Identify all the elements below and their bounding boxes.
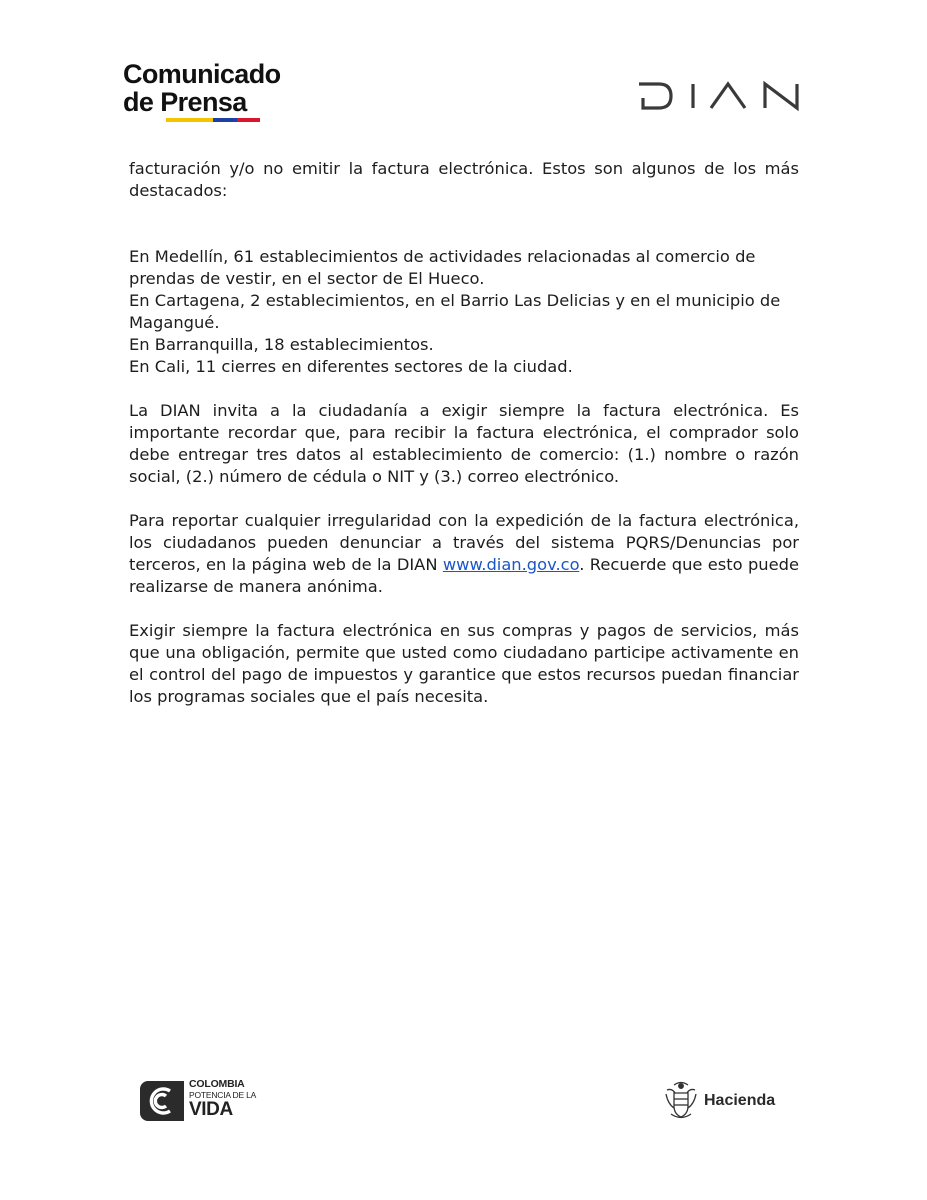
colombia-logo-line1: COLOMBIA [189, 1078, 245, 1090]
flag-yellow-stripe [166, 118, 213, 122]
intro-paragraph: facturación y/o no emitir la factura electrónica. Estos son algunos de los más destacados: [129, 159, 799, 200]
dian-website-link[interactable]: www.dian.gov.co [442, 555, 580, 574]
dian-logo [637, 80, 805, 112]
flag-color-bar [166, 118, 260, 122]
colombia-logo-line3: VIDA [189, 1099, 233, 1120]
report-text-after-link: . Recuerde que esto puede realizarse de manera anónima. [129, 555, 799, 596]
report-text-before-link: Para reportar cualquier irregularidad con la expedición de la factura electrónica, los ciudadanos pueden denunciar a través del sistema PQRS/Denuncias por terceros, en la página web de la DIAN [129, 511, 799, 574]
city-item-cali: En Cali, 11 cierres en diferentes sectores de la ciudad. [129, 357, 573, 376]
coat-of-arms-icon [663, 1080, 699, 1122]
flag-blue-stripe [213, 118, 237, 122]
press-title-line2: de Prensa [123, 87, 247, 117]
flag-red-stripe [237, 118, 261, 122]
closing-paragraph: Exigir siempre la factura electrónica en sus compras y pagos de servicios, más que una obligación, permite que usted como ciudadano participe activamente en el control del pago de impuestos y garantice que estos recursos puedan financiar los programas sociales que el país necesita. [129, 621, 799, 706]
city-item-cartagena: En Cartagena, 2 establecimientos, en el Barrio Las Delicias y en el municipio de Magangué. [129, 291, 781, 332]
city-list [129, 246, 799, 378]
press-release-body [129, 158, 799, 708]
hacienda-logo [663, 1080, 793, 1124]
city-item-barranquilla: En Barranquilla, 18 establecimientos. [129, 335, 434, 354]
invite-paragraph: La DIAN invita a la ciudadanía a exigir siempre la factura electrónica. Es importante recordar que, para recibir la factura electrónica, el comprador solo debe entregar tres datos al establecimiento de comercio: (1.) nombre o razón social, (2.) número de cédula o NIT y (3.) correo electrónico. [129, 401, 799, 486]
city-item-medellin: En Medellín, 61 establecimientos de actividades relacionadas al comercio de prendas de vestir, en el sector de El Hueco. [129, 247, 756, 288]
press-release-title [123, 60, 281, 116]
press-title-line1: Comunicado [123, 59, 281, 89]
colombia-logo-text [189, 1079, 256, 1120]
colombia-signal-icon [140, 1081, 184, 1121]
hacienda-label: Hacienda [704, 1092, 776, 1109]
report-paragraph [129, 510, 799, 598]
colombia-logo-line2: POTENCIA DE LA [189, 1090, 257, 1100]
colombia-potencia-logo [140, 1079, 260, 1123]
